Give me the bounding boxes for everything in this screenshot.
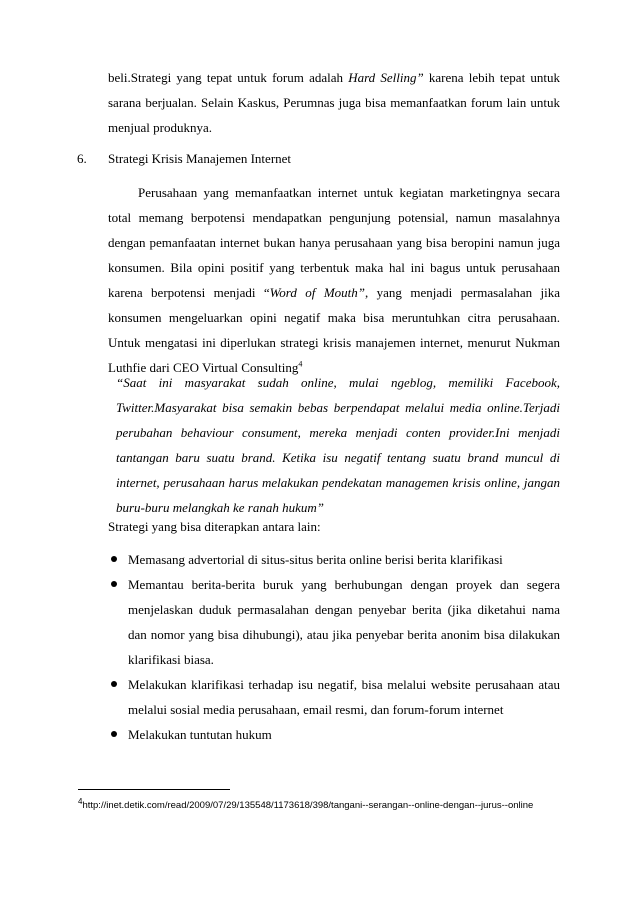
bullet-icon bbox=[111, 731, 117, 737]
continuation-text-after: karena lebih tepat untuk sarana berjualan. Selain Kaskus, Perumnas juga bisa memanfaatkan forum lain untuk menjual produknya. bbox=[108, 70, 560, 135]
footnote-reference: 4 bbox=[298, 359, 303, 369]
section-number: 6. bbox=[77, 151, 87, 166]
list-item-text: Memantau berita-berita buruk yang berhubungan dengan proyek dan segera menjelaskan duduk permasalahan dengan penyebar berita (jika diketahui nama dan nomor yang bisa dihubungi), atau jika penyebar berita anonim bisa dilakukan klarifikasi biasa. bbox=[128, 577, 560, 667]
body-text-part2: , yang menjadi permasalahan jika konsumen mengeluarkan opini negatif maka bisa meruntuhkan citra perusahaan. Untuk mengatasi ini diperlukan strategi krisis manajemen internet, menurut Nukman Luthfie dari CEO Virtual Consulting bbox=[108, 285, 560, 375]
quote-block: “Saat ini masyarakat sudah online, mulai ngeblog, memiliki Facebook, Twitter.Masyarakat bisa semakin bebas berpendapat melalui media online.Terjadi perubahan behaviour consument, mereka menjadi conten provider.Ini menjadi tantangan baru suatu brand. Ketika isu negatif tentang suatu brand muncul di internet, perusahaan harus melakukan pendekatan managemen krisis online, jangan buru-buru melangkah ke ranah hukum” bbox=[116, 375, 560, 515]
list-item-text: Memasang advertorial di situs-situs berita online berisi berita klarifikasi bbox=[128, 552, 503, 567]
footnote-number: 4 bbox=[78, 796, 83, 806]
bullet-icon bbox=[111, 556, 117, 562]
body-italic: Word of Mouth” bbox=[269, 285, 365, 300]
list-item bbox=[108, 722, 560, 747]
strategy-intro: Strategi yang bisa diterapkan antara lain: bbox=[108, 519, 321, 534]
body-paragraph bbox=[108, 180, 560, 380]
bullet-icon bbox=[111, 581, 117, 587]
list-item bbox=[108, 547, 560, 572]
list-item-text: Melakukan tuntutan hukum bbox=[128, 727, 272, 742]
footnote-link[interactable]: http://inet.detik.com/read/2009/07/29/135548/1173618/398/tangani--serangan--online-dengan--jurus--online bbox=[82, 800, 534, 811]
continuation-text-before: beli.Strategi yang tepat untuk forum adalah bbox=[108, 70, 349, 85]
continuation-paragraph bbox=[108, 65, 560, 140]
list-item-text: Melakukan klarifikasi terhadap isu negatif, bisa melalui website perusahaan atau melalui sosial media perusahaan, email resmi, dan forum-forum internet bbox=[128, 677, 560, 717]
body-text-part1: Perusahaan yang memanfaatkan internet untuk kegiatan marketingnya secara total memang berpotensi mendapatkan pengunjung potensial, namun masalahnya dengan pemanfaatan internet bukan hanya perusahaan yang bisa beropini namun juga konsumen. Bila opini positif yang terbentuk maka hal ini bagus untuk perusahaan karena berpotensi menjadi “ bbox=[108, 185, 560, 300]
list-item bbox=[108, 572, 560, 672]
section-heading: Strategi Krisis Manajemen Internet bbox=[108, 151, 292, 166]
bullet-icon bbox=[111, 681, 117, 687]
footnote bbox=[78, 797, 558, 814]
list-item bbox=[108, 672, 560, 722]
continuation-italic: Hard Selling” bbox=[348, 70, 424, 85]
strategy-list bbox=[108, 547, 560, 747]
footnote-divider bbox=[78, 789, 230, 790]
